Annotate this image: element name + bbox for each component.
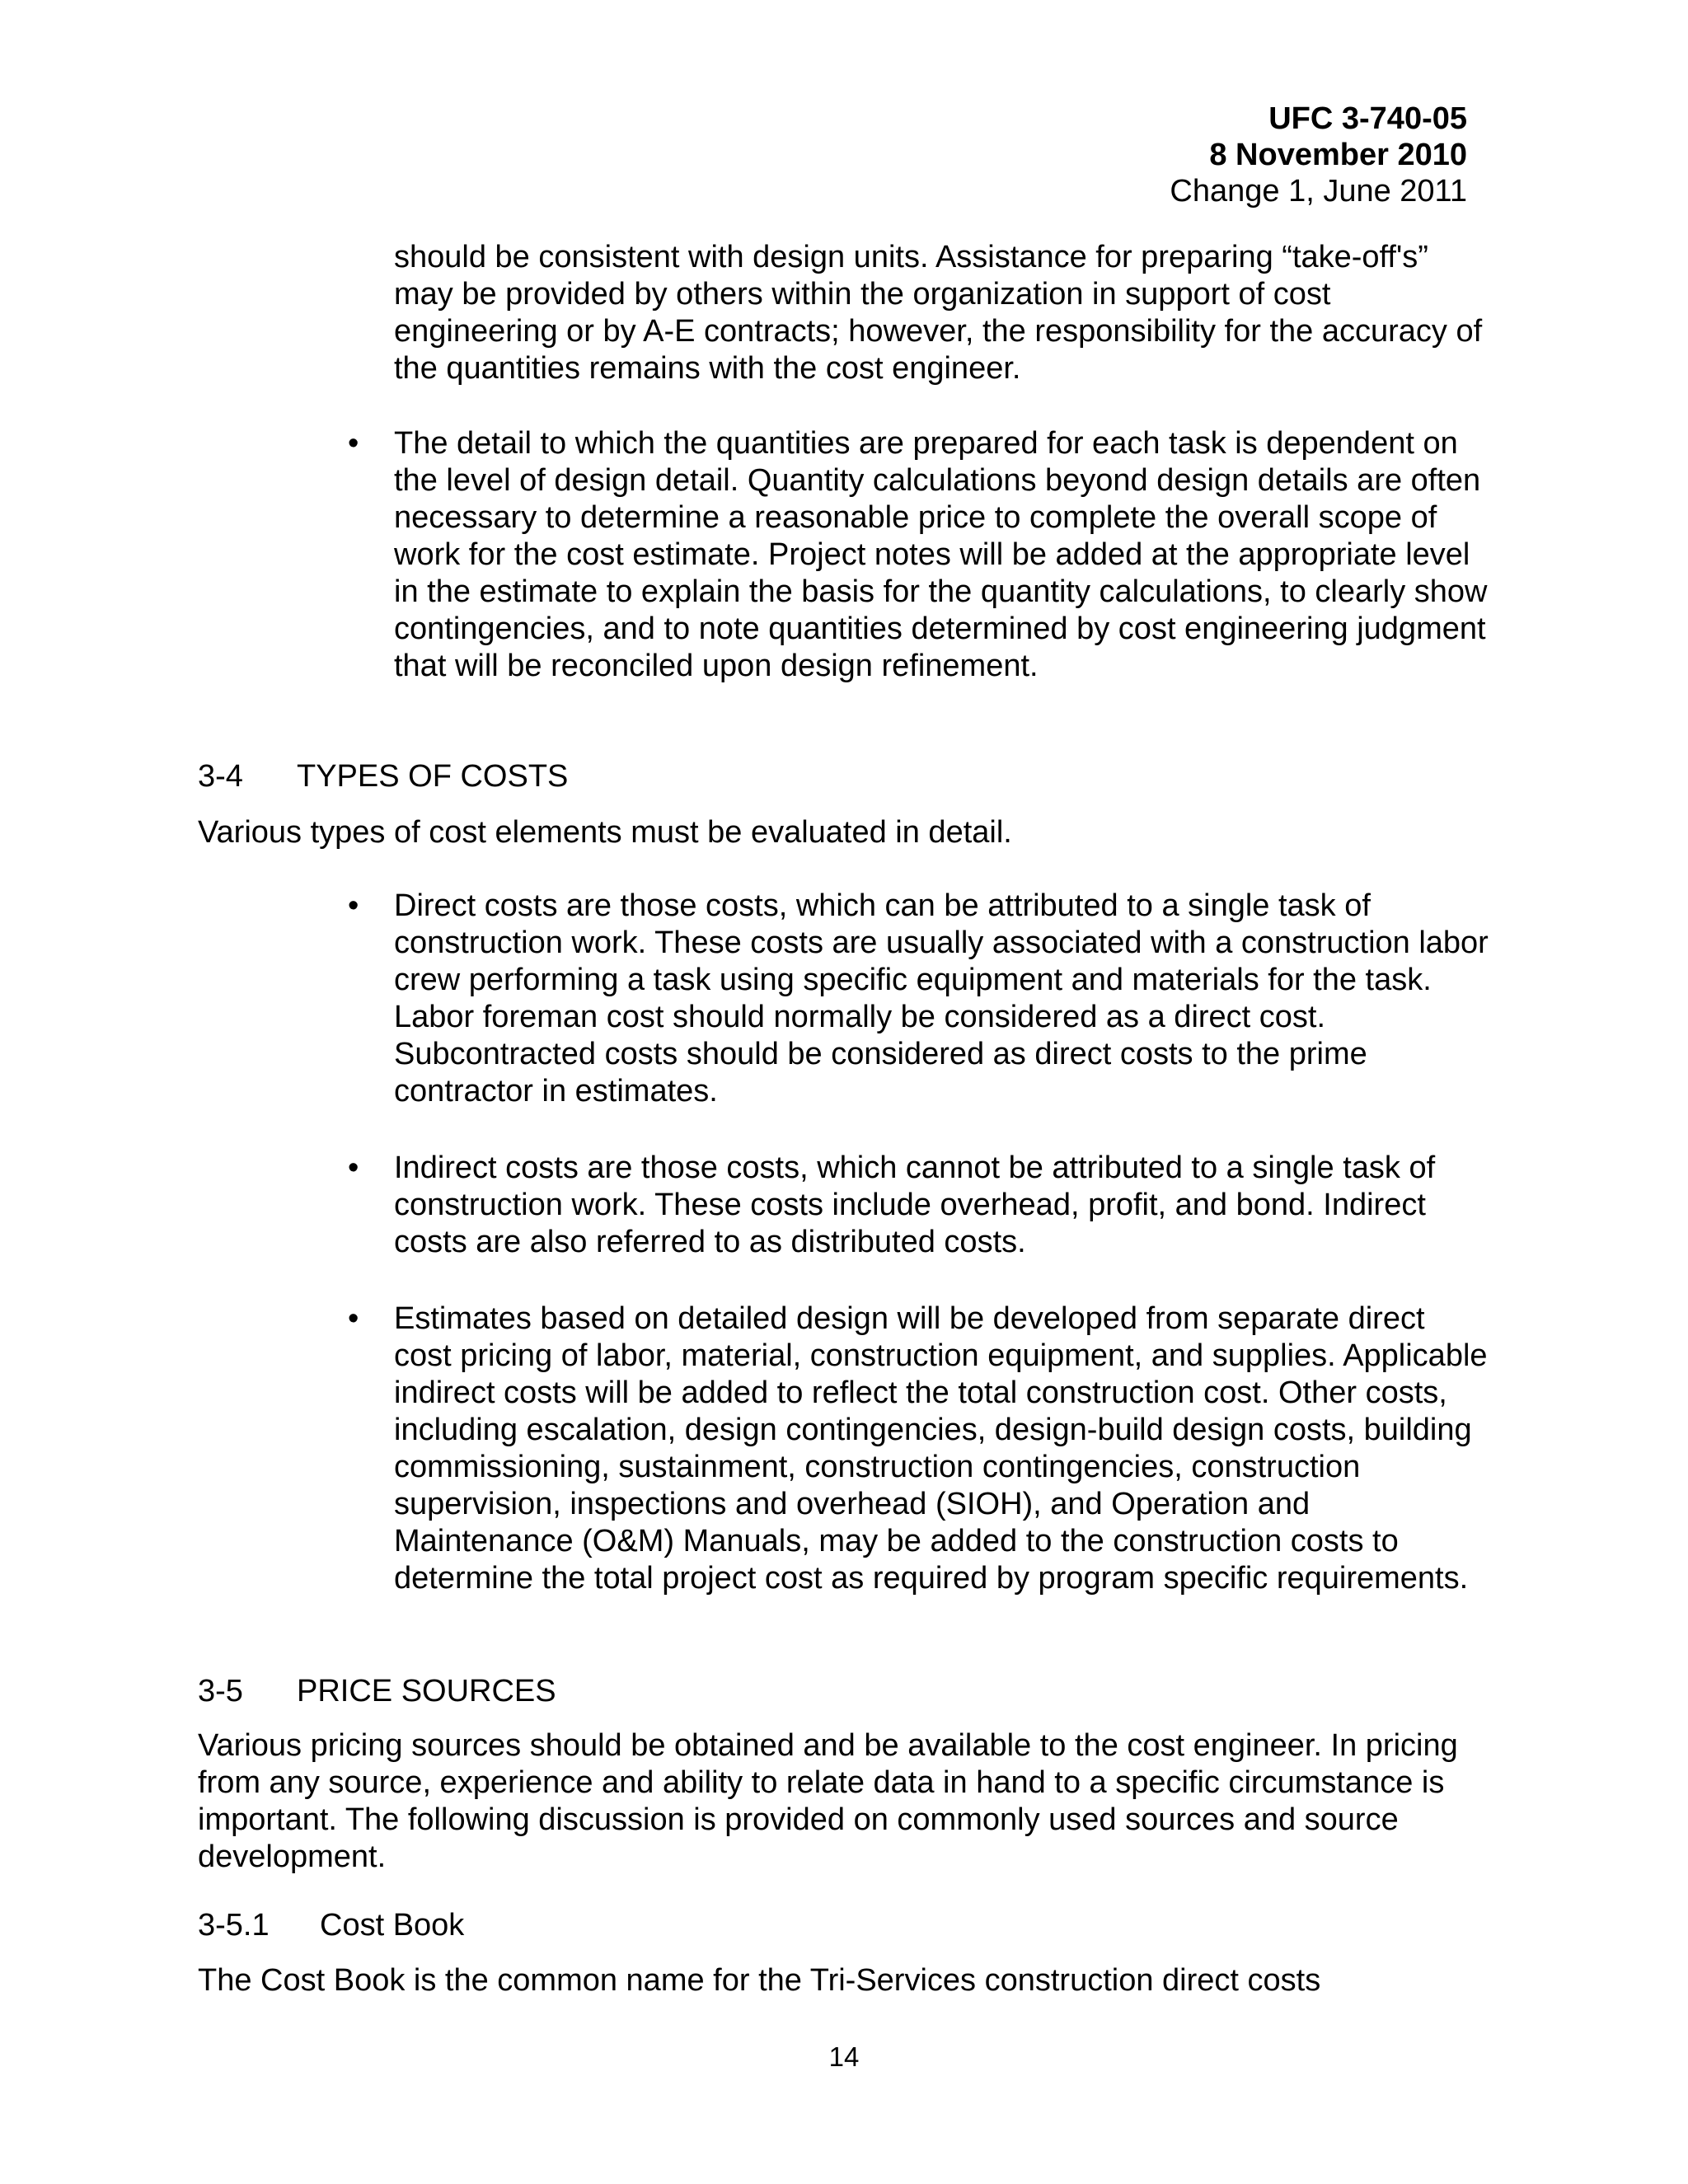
doc-number: UFC 3-740-05: [1268, 101, 1467, 136]
section-3-5-1-text: The Cost Book is the common name for the Tri-Services construction direct costs: [198, 1963, 1321, 1998]
section-heading-3-5: [198, 1673, 556, 1710]
bullet-estimates: Estimates based on detailed design will be developed from separate direct cost pricing of labor, material, construction equipment, and supplies. Applicable indirect costs will be added to reflect the total construction cost. Other costs, including escalation, design contingencies, design-build design costs, building commissioning, sustainment, construction contingencies, construction supervision, inspections and overhead (SIOH), and Operation and Maintenance (O&M) Manuals, may be added to the construction costs to determine the total project cost as required by program specific requirements.: [394, 1301, 1488, 1596]
page-header: [1170, 101, 1467, 209]
section-3-4-intro: Various types of cost elements must be evaluated in detail.: [198, 815, 1012, 850]
section-title: Cost Book: [320, 1908, 465, 1943]
bullet-icon: •: [348, 888, 359, 923]
section-number: 3-5: [198, 1674, 243, 1708]
section-3-5-text: Various pricing sources should be obtained and be available to the cost engineer. In pricing from any source, experience and ability to relate data in hand to a specific circumstance is important. The following discussion is provided on commonly used sources and source development.: [198, 1728, 1458, 1874]
bullet-icon: •: [348, 1301, 359, 1336]
continued-paragraph: should be consistent with design units. Assistance for preparing “take-off's” may be provided by others within the organization in support of cost engineering or by A-E contracts; however, the responsibility for the accuracy of the quantities remains with the cost engineer.: [394, 240, 1483, 386]
bullet-direct-costs: Direct costs are those costs, which can be attributed to a single task of construction work. These costs are usually associated with a construction labor crew performing a task using specific equipment and materials for the task. Labor foreman cost should normally be considered as a direct cost. Subcontracted costs should be considered as direct costs to the prime contractor in estimates.: [394, 888, 1489, 1108]
section-heading-3-4: [198, 758, 568, 795]
doc-date: 8 November 2010: [1209, 138, 1467, 172]
bullet-icon: •: [348, 426, 359, 461]
page-number: 14: [828, 2041, 860, 2072]
bullet-quantities: The detail to which the quantities are prepared for each task is dependent on the level of design detail. Quantity calculations beyond design details are often necessary to determine a reasonable price to complete the overall scope of work for the cost estimate. Project notes will be added at the appropriate level in the estimate to explain the basis for the quantity calculations, to clearly show contingencies, and to note quantities determined by cost engineering judgment that will be reconciled upon design refinement.: [394, 426, 1488, 683]
section-title: PRICE SOURCES: [297, 1674, 556, 1708]
bullet-icon: •: [348, 1151, 359, 1185]
bullet-indirect-costs: Indirect costs are those costs, which cannot be attributed to a single task of construction work. These costs include overhead, profit, and bond. Indirect costs are also referred to as distributed costs.: [394, 1151, 1436, 1259]
section-heading-3-5-1: [198, 1907, 464, 1944]
doc-change: Change 1, June 2011: [1170, 174, 1467, 209]
section-number: 3-5.1: [198, 1908, 270, 1943]
section-title: TYPES OF COSTS: [297, 759, 569, 794]
section-number: 3-4: [198, 759, 243, 794]
